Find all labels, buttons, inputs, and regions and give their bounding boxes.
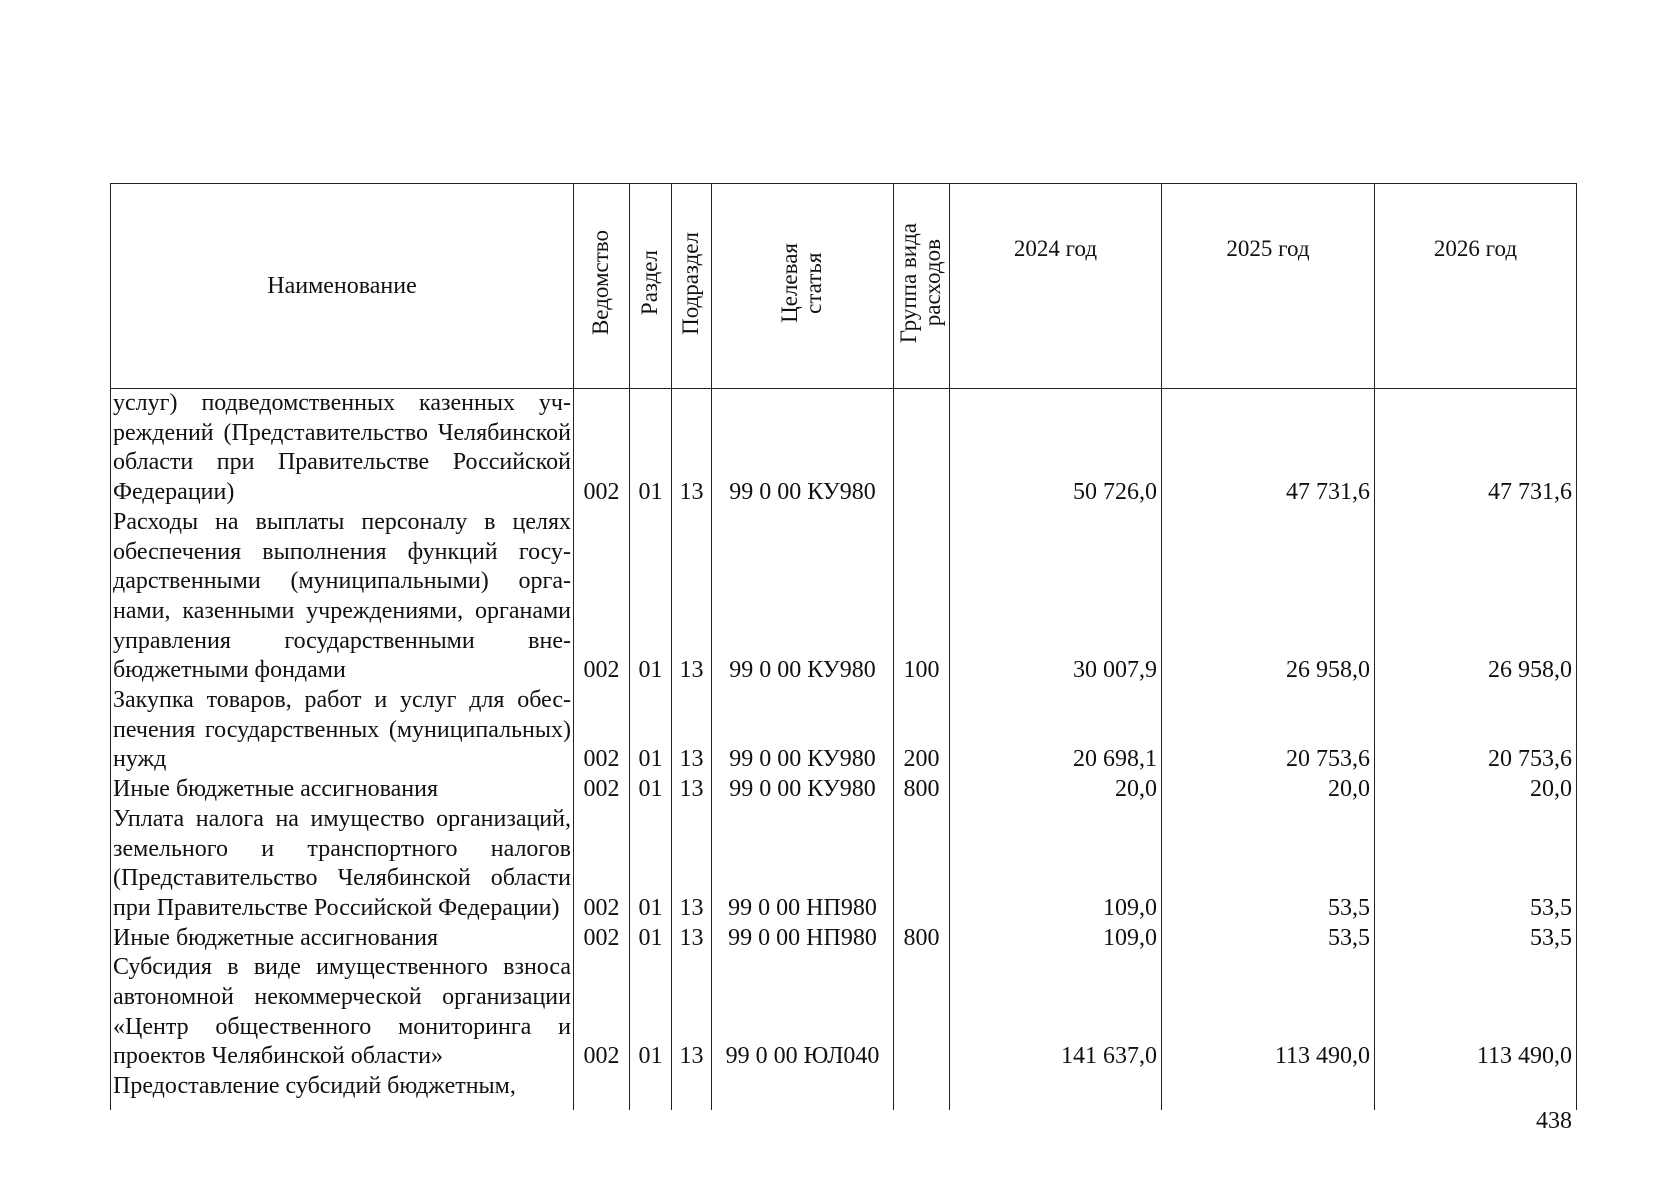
row-2026-cell: 113 490,0 — [1375, 953, 1577, 1072]
row-vedomstvo-cell: 002 — [574, 953, 630, 1072]
row-gruppa-cell — [894, 953, 950, 1072]
row-razdel-cell: 01 — [630, 508, 672, 686]
header-2026: 2026 год — [1375, 184, 1577, 389]
row-gruppa-cell — [894, 805, 950, 924]
page-number: 438 — [1536, 1108, 1572, 1134]
budget-table — [110, 183, 1577, 1110]
table-spacer-row — [111, 1102, 1577, 1110]
header-name: Наименование — [111, 184, 574, 389]
row-razdel-cell — [630, 1072, 672, 1102]
row-2024-cell: 109,0 — [950, 924, 1162, 954]
spacer-cell — [672, 1102, 712, 1110]
header-celevaya-line1: Целевая — [777, 243, 803, 323]
row-2025-cell: 47 731,6 — [1162, 389, 1375, 508]
header-razdel — [630, 184, 672, 389]
row-podrazdel-cell: 13 — [672, 508, 712, 686]
row-podrazdel-cell — [672, 1072, 712, 1102]
row-2025-cell: 53,5 — [1162, 924, 1375, 954]
row-2024-cell: 30 007,9 — [950, 508, 1162, 686]
row-celevaya-cell: 99 0 00 НП980 — [712, 924, 894, 954]
header-gruppa-label — [897, 223, 945, 343]
table-row — [111, 924, 1577, 954]
row-gruppa-cell: 100 — [894, 508, 950, 686]
row-podrazdel-cell: 13 — [672, 805, 712, 924]
header-2024: 2024 год — [950, 184, 1162, 389]
row-2025-cell: 53,5 — [1162, 805, 1375, 924]
row-2026-cell: 20 753,6 — [1375, 686, 1577, 775]
row-2025-cell — [1162, 1072, 1375, 1102]
row-celevaya-cell — [712, 1072, 894, 1102]
header-podrazdel — [672, 184, 712, 389]
row-name-cell: Иные бюджетные ассигнования — [111, 775, 574, 805]
row-celevaya-cell: 99 0 00 КУ980 — [712, 686, 894, 775]
row-2025-cell: 113 490,0 — [1162, 953, 1375, 1072]
spacer-cell — [1162, 1102, 1375, 1110]
row-2024-cell — [950, 1072, 1162, 1102]
row-vedomstvo-cell: 002 — [574, 805, 630, 924]
header-gruppa-vida-rashodov — [894, 184, 950, 389]
row-2025-cell: 20,0 — [1162, 775, 1375, 805]
row-vedomstvo-cell: 002 — [574, 924, 630, 954]
header-vedomstvo — [574, 184, 630, 389]
table-row — [111, 775, 1577, 805]
row-gruppa-cell — [894, 1072, 950, 1102]
header-gruppa-line1: Группа вида — [896, 222, 922, 344]
row-celevaya-cell: 99 0 00 НП980 — [712, 805, 894, 924]
spacer-cell — [712, 1102, 894, 1110]
header-vedomstvo-label: Ведомство — [588, 230, 614, 336]
row-vedomstvo-cell — [574, 1072, 630, 1102]
row-podrazdel-cell: 13 — [672, 953, 712, 1072]
row-podrazdel-cell: 13 — [672, 686, 712, 775]
header-2025: 2025 год — [1162, 184, 1375, 389]
row-celevaya-cell: 99 0 00 КУ980 — [712, 775, 894, 805]
row-2026-cell: 53,5 — [1375, 805, 1577, 924]
row-vedomstvo-cell: 002 — [574, 686, 630, 775]
header-celevaya-line2: статья — [801, 252, 827, 314]
row-2026-cell: 20,0 — [1375, 775, 1577, 805]
row-razdel-cell: 01 — [630, 389, 672, 508]
row-name-cell: Иные бюджетные ассигнования — [111, 924, 574, 954]
row-gruppa-cell: 800 — [894, 924, 950, 954]
spacer-cell — [950, 1102, 1162, 1110]
row-name-cell: Субсидия в виде имущественного взноса автономной некоммерческой организации «Центр общественного мониторинга и проектов Челябинской области» — [111, 953, 574, 1072]
row-name-cell: Уплата налога на имущество организаций, земельного и транспортного налогов (Представительство Челябинской области при Правительстве Российской Федерации) — [111, 805, 574, 924]
row-name-cell: услуг) подведомственных казенных учреждений (Представительство Челябинской области при Правительстве Российской Федерации) — [111, 389, 574, 508]
header-razdel-label: Раздел — [637, 250, 663, 316]
table-row — [111, 686, 1577, 775]
row-vedomstvo-cell: 002 — [574, 775, 630, 805]
row-gruppa-cell: 200 — [894, 686, 950, 775]
header-celevaya-statya-label — [778, 243, 826, 323]
header-celevaya-statya — [712, 184, 894, 389]
table-body — [111, 389, 1577, 1110]
row-razdel-cell: 01 — [630, 686, 672, 775]
row-2024-cell: 50 726,0 — [950, 389, 1162, 508]
row-name-cell: Предоставление субсидий бюджетным, — [111, 1072, 574, 1102]
row-2026-cell — [1375, 1072, 1577, 1102]
row-podrazdel-cell: 13 — [672, 389, 712, 508]
row-name-cell: Закупка товаров, работ и услуг для обеспечения государственных (муниципальных) нужд — [111, 686, 574, 775]
row-razdel-cell: 01 — [630, 924, 672, 954]
row-celevaya-cell: 99 0 00 КУ980 — [712, 508, 894, 686]
row-2026-cell: 53,5 — [1375, 924, 1577, 954]
table-row — [111, 389, 1577, 508]
row-razdel-cell: 01 — [630, 805, 672, 924]
row-celevaya-cell: 99 0 00 КУ980 — [712, 389, 894, 508]
row-celevaya-cell: 99 0 00 ЮЛ040 — [712, 953, 894, 1072]
header-podrazdel-label: Подраздел — [678, 231, 704, 335]
row-vedomstvo-cell: 002 — [574, 508, 630, 686]
row-2024-cell: 20,0 — [950, 775, 1162, 805]
row-name-cell: Расходы на выплаты персоналу в целях обеспечения выполнения функций государственными (муниципальными) органами, казенными учреждениями, органами управления государственными внебюджетными фондами — [111, 508, 574, 686]
header-gruppa-line2: расходов — [920, 239, 946, 327]
row-vedomstvo-cell: 002 — [574, 389, 630, 508]
spacer-cell — [111, 1102, 574, 1110]
spacer-cell — [630, 1102, 672, 1110]
row-2024-cell: 20 698,1 — [950, 686, 1162, 775]
row-razdel-cell: 01 — [630, 953, 672, 1072]
row-2026-cell: 47 731,6 — [1375, 389, 1577, 508]
row-2025-cell: 20 753,6 — [1162, 686, 1375, 775]
row-podrazdel-cell: 13 — [672, 924, 712, 954]
row-razdel-cell: 01 — [630, 775, 672, 805]
table-header — [111, 184, 1577, 389]
row-gruppa-cell — [894, 389, 950, 508]
spacer-cell — [894, 1102, 950, 1110]
table-row — [111, 508, 1577, 686]
spacer-cell — [574, 1102, 630, 1110]
table-row — [111, 805, 1577, 924]
row-podrazdel-cell: 13 — [672, 775, 712, 805]
row-2026-cell: 26 958,0 — [1375, 508, 1577, 686]
table-row — [111, 953, 1577, 1072]
row-2024-cell: 109,0 — [950, 805, 1162, 924]
table-row — [111, 1072, 1577, 1102]
row-2024-cell: 141 637,0 — [950, 953, 1162, 1072]
row-2025-cell: 26 958,0 — [1162, 508, 1375, 686]
row-gruppa-cell: 800 — [894, 775, 950, 805]
